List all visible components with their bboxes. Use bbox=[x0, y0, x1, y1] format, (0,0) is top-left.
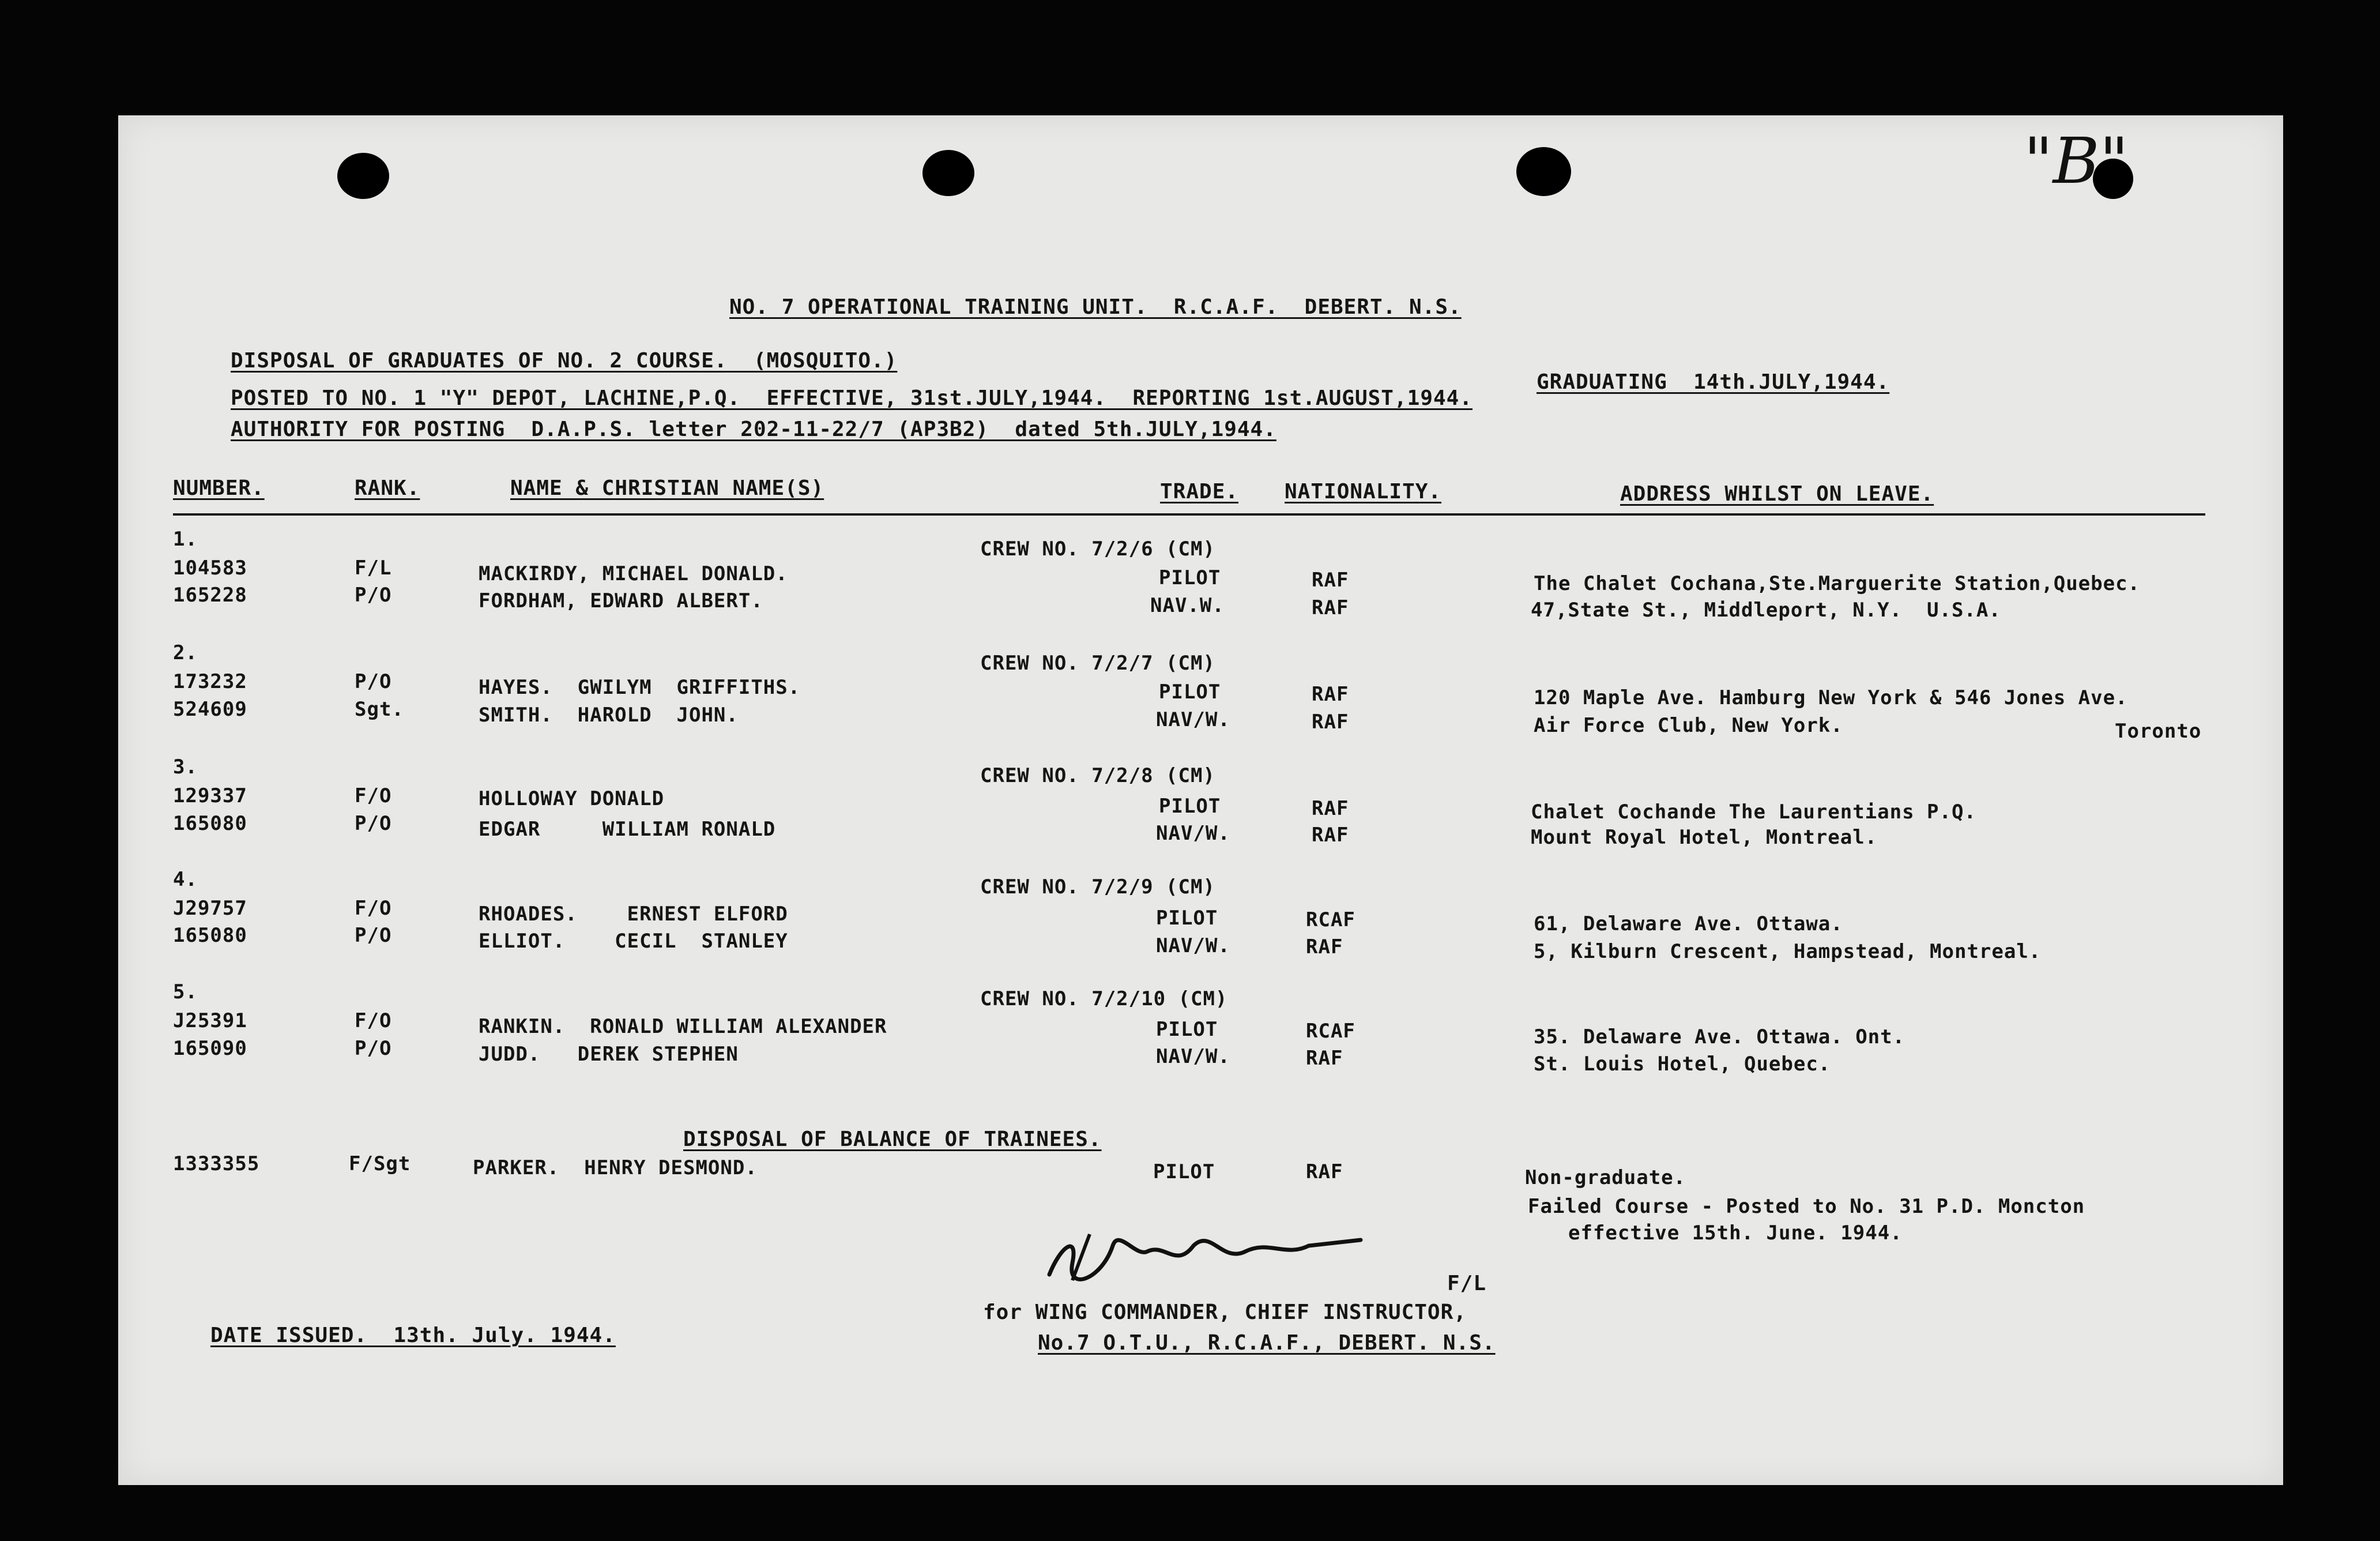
member-name: RHOADES. ERNEST ELFORD bbox=[479, 903, 788, 926]
member-trade: PILOT bbox=[1159, 566, 1221, 589]
member-rank: F/Sgt bbox=[349, 1152, 411, 1175]
member-trade: NAV/W. bbox=[1156, 822, 1230, 845]
member-address: Mount Royal Hotel, Montreal. bbox=[1531, 826, 1878, 849]
member-rank: P/O bbox=[355, 584, 392, 607]
posting-line: POSTED TO NO. 1 "Y" DEPOT, LACHINE,P.Q. EFFECTIVE, 31st.JULY,1944. REPORTING 1st.AUGUST,1944. bbox=[231, 386, 1473, 410]
crew-number: CREW NO. 7/2/6 (CM) bbox=[980, 538, 1215, 561]
member-nationality: RAF bbox=[1312, 569, 1349, 592]
header-rule bbox=[173, 513, 2205, 516]
member-rank: P/O bbox=[355, 924, 392, 947]
member-number: 104583 bbox=[173, 557, 247, 580]
member-rank: Sgt. bbox=[355, 698, 404, 721]
signature-title: for WING COMMANDER, CHIEF INSTRUCTOR, bbox=[983, 1301, 1467, 1324]
col-nationality: NATIONALITY. bbox=[1285, 480, 1442, 503]
member-name: PARKER. HENRY DESMOND. bbox=[473, 1156, 758, 1179]
member-trade: NAV.W. bbox=[1150, 594, 1225, 617]
member-rank: P/O bbox=[355, 670, 392, 693]
member-nationality: RAF bbox=[1312, 683, 1349, 706]
member-rank: P/O bbox=[355, 1037, 392, 1060]
member-number: 165080 bbox=[173, 924, 247, 947]
col-trade: TRADE. bbox=[1160, 480, 1239, 503]
member-trade: PILOT bbox=[1159, 681, 1221, 704]
member-rank: F/O bbox=[355, 1009, 392, 1032]
member-rank: P/O bbox=[355, 812, 392, 835]
authority-line: AUTHORITY FOR POSTING D.A.P.S. letter 202-11-22/7 (AP3B2) dated 5th.JULY,1944. bbox=[231, 418, 1276, 441]
member-number: 1333355 bbox=[173, 1152, 260, 1175]
signature-unit: No.7 O.T.U., R.C.A.F., DEBERT. N.S. bbox=[1038, 1331, 1496, 1355]
member-address: 5, Kilburn Crescent, Hampstead, Montreal. bbox=[1534, 940, 2042, 963]
member-number: 165228 bbox=[173, 584, 247, 607]
member-nationality: RAF bbox=[1312, 596, 1349, 619]
col-rank: RANK. bbox=[355, 476, 420, 500]
member-trade: PILOT bbox=[1153, 1160, 1215, 1183]
col-number: NUMBER. bbox=[173, 476, 265, 500]
member-trade: PILOT bbox=[1159, 795, 1221, 818]
member-name: ELLIOT. CECIL STANLEY bbox=[479, 930, 788, 953]
crew-number: CREW NO. 7/2/8 (CM) bbox=[980, 764, 1215, 787]
col-name: NAME & CHRISTIAN NAME(S) bbox=[510, 476, 824, 500]
member-number: J25391 bbox=[173, 1009, 247, 1032]
member-trade: NAV/W. bbox=[1156, 1045, 1230, 1068]
member-address: The Chalet Cochana,Ste.Marguerite Station,Quebec. bbox=[1534, 572, 2141, 595]
unit-title: NO. 7 OPERATIONAL TRAINING UNIT. R.C.A.F. DEBERT. N.S. bbox=[729, 295, 1462, 319]
member-name: HOLLOWAY DONALD bbox=[479, 787, 665, 810]
member-name: SMITH. HAROLD JOHN. bbox=[479, 704, 739, 727]
member-name: EDGAR WILLIAM RONALD bbox=[479, 818, 776, 841]
member-address: Air Force Club, New York. bbox=[1534, 714, 1843, 737]
member-name: FORDHAM, EDWARD ALBERT. bbox=[479, 589, 763, 612]
member-address: 61, Delaware Ave. Ottawa. bbox=[1534, 912, 1843, 935]
signature-rank: F/L bbox=[1447, 1272, 1487, 1295]
balance-note: Failed Course - Posted to No. 31 P.D. Moncton bbox=[1528, 1195, 2085, 1218]
member-nationality: RAF bbox=[1312, 824, 1349, 847]
member-rank: F/L bbox=[355, 557, 392, 580]
balance-note: effective 15th. June. 1944. bbox=[1568, 1221, 1903, 1245]
member-number: 524609 bbox=[173, 698, 247, 721]
member-trade: PILOT bbox=[1156, 907, 1218, 930]
member-name: HAYES. GWILYM GRIFFITHS. bbox=[479, 676, 801, 699]
member-nationality: RAF bbox=[1306, 1160, 1343, 1183]
member-address: Chalet Cochande The Laurentians P.Q. bbox=[1531, 800, 1976, 824]
crew-index: 5. bbox=[173, 980, 198, 1003]
member-number: 165090 bbox=[173, 1037, 247, 1060]
crew-number: CREW NO. 7/2/9 (CM) bbox=[980, 875, 1215, 899]
address-continuation: Toronto bbox=[2115, 720, 2202, 743]
member-number: 173232 bbox=[173, 670, 247, 693]
member-nationality: RAF bbox=[1306, 1047, 1343, 1070]
member-number: 165080 bbox=[173, 812, 247, 835]
crew-number: CREW NO. 7/2/7 (CM) bbox=[980, 652, 1215, 675]
punch-hole bbox=[1516, 147, 1571, 196]
member-nationality: RCAF bbox=[1306, 908, 1355, 931]
member-number: J29757 bbox=[173, 897, 247, 920]
member-name: RANKIN. RONALD WILLIAM ALEXANDER bbox=[479, 1015, 887, 1038]
balance-heading: DISPOSAL OF BALANCE OF TRAINEES. bbox=[683, 1127, 1102, 1151]
graduating-date: GRADUATING 14th.JULY,1944. bbox=[1537, 370, 1890, 394]
member-trade: NAV/W. bbox=[1156, 708, 1230, 731]
member-name: JUDD. DEREK STEPHEN bbox=[479, 1043, 739, 1066]
member-rank: F/O bbox=[355, 897, 392, 920]
member-name: MACKIRDY, MICHAEL DONALD. bbox=[479, 562, 788, 585]
member-address: 35. Delaware Ave. Ottawa. Ont. bbox=[1534, 1025, 1905, 1048]
col-address: ADDRESS WHILST ON LEAVE. bbox=[1620, 482, 1934, 506]
corner-mark: "B" bbox=[2024, 124, 2129, 198]
crew-number: CREW NO. 7/2/10 (CM) bbox=[980, 987, 1228, 1010]
handwritten-signature bbox=[1038, 1211, 1384, 1292]
member-rank: F/O bbox=[355, 784, 392, 807]
member-address: 120 Maple Ave. Hamburg New York & 546 Jones Ave. bbox=[1534, 686, 2128, 709]
crew-index: 4. bbox=[173, 868, 198, 891]
member-trade: PILOT bbox=[1156, 1018, 1218, 1041]
crew-index: 2. bbox=[173, 641, 198, 664]
date-issued: DATE ISSUED. 13th. July. 1944. bbox=[210, 1324, 616, 1347]
member-address: 47,State St., Middleport, N.Y. U.S.A. bbox=[1531, 599, 2001, 622]
member-nationality: RCAF bbox=[1306, 1020, 1355, 1043]
punch-hole bbox=[922, 150, 974, 196]
member-nationality: RAF bbox=[1312, 797, 1349, 820]
member-nationality: RAF bbox=[1306, 935, 1343, 959]
member-number: 129337 bbox=[173, 784, 247, 807]
crew-index: 3. bbox=[173, 756, 198, 779]
crew-index: 1. bbox=[173, 528, 198, 551]
member-address: St. Louis Hotel, Quebec. bbox=[1534, 1053, 1831, 1076]
disposal-title: DISPOSAL OF GRADUATES OF NO. 2 COURSE. (MOSQUITO.) bbox=[231, 349, 898, 373]
member-trade: NAV/W. bbox=[1156, 934, 1230, 957]
punch-hole bbox=[337, 153, 389, 199]
balance-note: Non-graduate. bbox=[1525, 1166, 1686, 1189]
member-nationality: RAF bbox=[1312, 711, 1349, 734]
